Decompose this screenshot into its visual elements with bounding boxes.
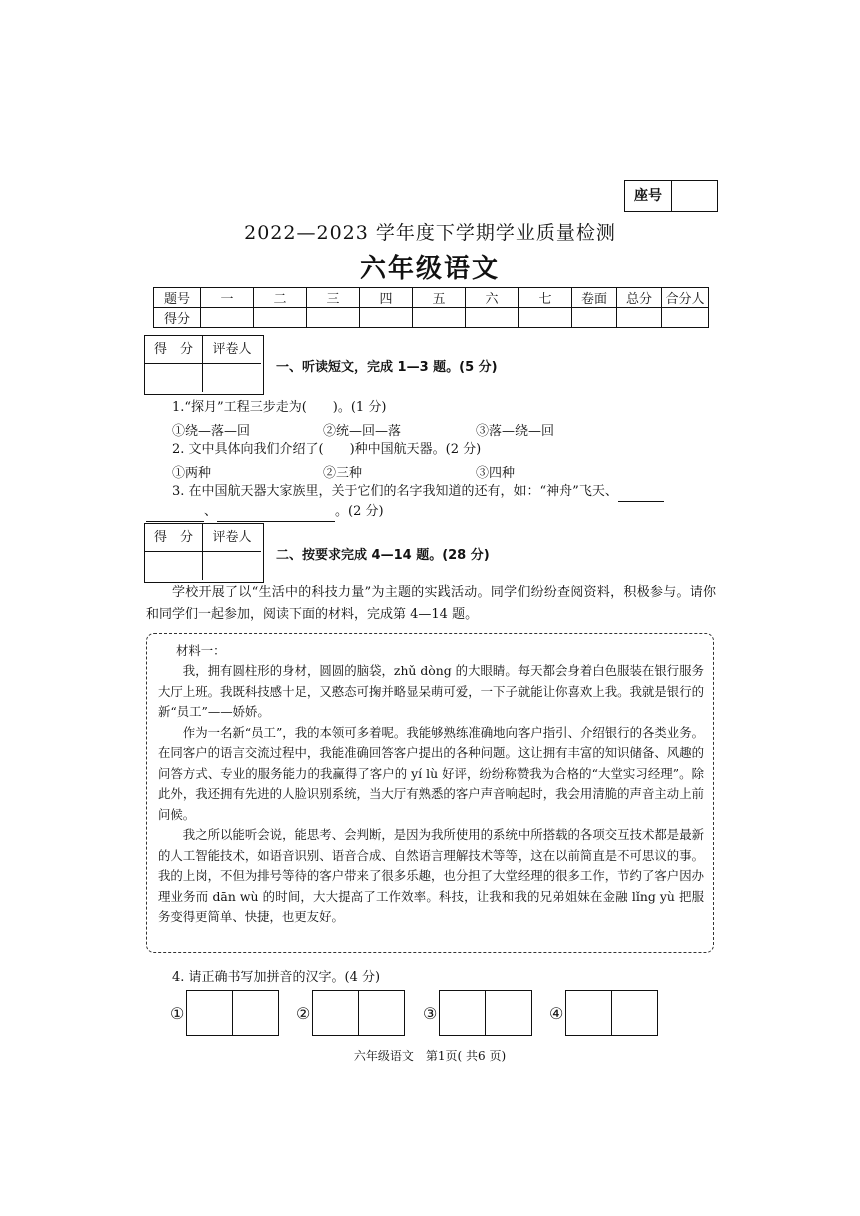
- page-footer: 六年级语文 第1页( 共6 页): [353, 1049, 507, 1063]
- subject-title: 六年级语文: [359, 254, 500, 284]
- grader-name-field[interactable]: [203, 364, 261, 392]
- score-cell: 七: [519, 288, 572, 308]
- answer-blank[interactable]: [217, 521, 335, 522]
- material-title: 材料一：: [176, 643, 226, 658]
- question-3-line2: [146, 502, 384, 522]
- answer-label: ③: [423, 1003, 438, 1023]
- score-cell: 五: [413, 288, 466, 308]
- material-paragraph: 我，拥有圆柱形的身材，圆圆的脑袋，zhǔ dòng 的大眼睛。每天都会身着白色服装在银行服务大厅上班。我既科技感十足，又憨态可掬并略显呆萌可爱，一下子就能让你喜欢上我。我就是银行的新“员工”——娇娇。: [158, 663, 704, 719]
- grader-name-field[interactable]: [203, 552, 261, 580]
- grader-score-label: 得 分: [145, 336, 203, 364]
- material-paragraph: 我之所以能听会说，能思考、会判断，是因为我所使用的系统中所搭载的各项交互技术都是最新的人工智能技术，如语音识别、语音合成、自然语言理解技术等等，这在以前简直是不可思议的事。我的上岗，不但为排号等待的客户带来了很多乐趣，也分担了大堂经理的很多工作，节约了客户因办理业务而 dān wù 的时间，大大提高了工作效率。科技，让我和我的兄弟姐妹在金融 lǐng yù 把服务变得更简单、快捷，也更友好。: [158, 827, 704, 924]
- q1-option-2: ②统—回—落: [323, 424, 402, 439]
- answer-label: ①: [170, 1003, 185, 1023]
- exam-title: 2022—2023 学年度下学期学业质量检测: [244, 222, 616, 244]
- answer-blank[interactable]: [618, 501, 664, 502]
- score-entry[interactable]: [617, 308, 662, 328]
- question-3-end: 。(2 分): [335, 504, 384, 519]
- q2-option-1: ①两种: [172, 466, 212, 481]
- answer-box[interactable]: [439, 990, 532, 1036]
- answer-box-group-4: [549, 990, 658, 1036]
- score-entry[interactable]: [201, 308, 254, 328]
- answer-blank[interactable]: [146, 521, 204, 522]
- score-row-label: 得分: [154, 308, 201, 328]
- answer-box-group-1: [170, 990, 279, 1036]
- answer-label: ④: [549, 1003, 564, 1023]
- question-1: 1.“探月”工程三步走为( )。(1 分): [172, 400, 387, 415]
- answer-box-group-3: [423, 990, 532, 1036]
- question-4: 4. 请正确书写加拼音的汉字。(4 分): [172, 970, 381, 985]
- score-entry[interactable]: [254, 308, 307, 328]
- grader-score-label: 得 分: [145, 524, 203, 552]
- q2-option-3: ③四种: [476, 466, 516, 481]
- score-entry[interactable]: [360, 308, 413, 328]
- score-entry[interactable]: [572, 308, 617, 328]
- question-2: 2. 文中具体向我们介绍了( )种中国航天器。(2 分): [172, 442, 482, 457]
- score-cell: 总分: [617, 288, 662, 308]
- section2-heading: 二、按要求完成 4—14 题。(28 分): [276, 548, 490, 563]
- section2-intro: 学校开展了以“生活中的科技力量”为主题的实践活动。同学们纷纷查阅资料，积极参与。请你和同学们一起参加，阅读下面的材料，完成第 4—14 题。: [146, 585, 716, 622]
- score-entry[interactable]: [466, 308, 519, 328]
- score-cell: 一: [201, 288, 254, 308]
- section2-grader-box: [144, 523, 264, 583]
- grader-name-label: 评卷人: [203, 524, 261, 552]
- score-table: [153, 287, 709, 328]
- question-3: [172, 482, 664, 502]
- score-entry[interactable]: [662, 308, 709, 328]
- score-cell: 二: [254, 288, 307, 308]
- q1-option-1: ①绕—落—回: [172, 424, 251, 439]
- score-cell: 六: [466, 288, 519, 308]
- section1-grader-box: [144, 335, 264, 395]
- score-table-score-row: [154, 308, 709, 328]
- grader-score-field[interactable]: [145, 552, 203, 580]
- section1-heading: 一、听读短文，完成 1—3 题。(5 分): [276, 360, 498, 375]
- score-table-header-row: [154, 288, 709, 308]
- score-cell: 三: [307, 288, 360, 308]
- seat-number-box: [624, 180, 718, 212]
- grader-score-field[interactable]: [145, 364, 203, 392]
- material-paragraph: 作为一名新“员工”，我的本领可多着呢。我能够熟练准确地向客户指引、介绍银行的各类业务。在同客户的语言交流过程中，我能准确回答客户提出的各种问题。这让拥有丰富的知识储备、风趣的问答方式、专业的服务能力的我赢得了客户的 yí lù 好评，纷纷称赞我为合格的“大堂实习经理”。除此外，我还拥有先进的人脸识别系统，当大厅有熟悉的客户声音响起时，我会用清脆的声音主动上前问候。: [158, 724, 704, 822]
- answer-box[interactable]: [565, 990, 658, 1036]
- score-entry[interactable]: [519, 308, 572, 328]
- score-entry[interactable]: [413, 308, 466, 328]
- blank-separator: 、: [204, 504, 218, 519]
- score-cell: 卷面: [572, 288, 617, 308]
- answer-box[interactable]: [312, 990, 405, 1036]
- seat-label: 座号: [625, 181, 672, 211]
- score-entry[interactable]: [307, 308, 360, 328]
- answer-label: ②: [296, 1003, 311, 1023]
- q1-option-3: ③落—绕—回: [476, 424, 555, 439]
- material-text: [158, 661, 704, 928]
- score-cell: 题号: [154, 288, 201, 308]
- grader-name-label: 评卷人: [203, 336, 261, 364]
- seat-number-field[interactable]: [672, 181, 717, 211]
- answer-box-group-2: [296, 990, 405, 1036]
- q2-option-2: ②三种: [323, 466, 363, 481]
- question-3-text: 3. 在中国航天器大家族里，关于它们的名字我知道的还有，如：“神舟”飞天、: [172, 484, 618, 499]
- answer-box[interactable]: [186, 990, 279, 1036]
- score-cell: 合分人: [662, 288, 709, 308]
- score-cell: 四: [360, 288, 413, 308]
